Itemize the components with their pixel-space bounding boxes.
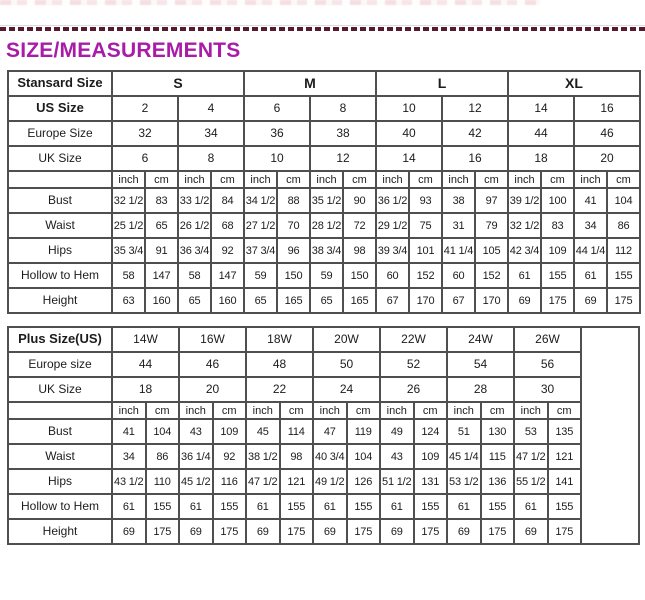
measure-value-cell: 155 — [146, 494, 180, 519]
unit-header-cell: cm — [213, 402, 247, 419]
measure-value-cell: 61 — [508, 263, 541, 288]
measure-value-cell: 155 — [347, 494, 381, 519]
unit-header-cell: inch — [508, 171, 541, 188]
measure-value-cell: 135 — [548, 419, 582, 444]
measure-value-cell: 170 — [409, 288, 442, 313]
measure-value-cell: 36 1/4 — [179, 444, 213, 469]
measure-value-cell: 29 1/2 — [376, 213, 409, 238]
size-value-cell: 8 — [178, 146, 244, 171]
measure-value-cell: 61 — [514, 494, 548, 519]
measure-value-cell: 45 1/2 — [179, 469, 213, 494]
plus-size-table-container — [0, 326, 645, 545]
size-value-cell: 4 — [178, 96, 244, 121]
row-label: Height — [8, 288, 112, 313]
measure-value-cell: 86 — [607, 213, 640, 238]
measure-value-cell: 68 — [211, 213, 244, 238]
measure-value-cell: 47 1/2 — [246, 469, 280, 494]
unit-header-cell: cm — [481, 402, 515, 419]
size-group-header: 14W — [112, 327, 179, 352]
size-value-cell: 16 — [442, 146, 508, 171]
measure-value-cell: 92 — [213, 444, 247, 469]
measure-value-cell: 72 — [343, 213, 376, 238]
measure-value-cell: 165 — [343, 288, 376, 313]
measure-value-cell: 152 — [475, 263, 508, 288]
measure-value-cell: 38 — [442, 188, 475, 213]
unit-header-cell: cm — [541, 171, 574, 188]
size-value-cell: 18 — [112, 377, 179, 402]
measure-value-cell: 175 — [280, 519, 314, 544]
corner-cell: Stansard Size — [8, 71, 112, 96]
size-value-cell: 26 — [380, 377, 447, 402]
measure-value-cell: 119 — [347, 419, 381, 444]
units-row-blank-cell — [8, 402, 112, 419]
measure-value-cell: 155 — [548, 494, 582, 519]
row-label: UK Size — [8, 377, 112, 402]
measure-value-cell: 155 — [414, 494, 448, 519]
measure-value-cell: 160 — [211, 288, 244, 313]
measure-value-cell: 43 — [380, 444, 414, 469]
size-value-cell: 56 — [514, 352, 581, 377]
unit-header-cell: inch — [244, 171, 277, 188]
hairline-divider — [0, 25, 645, 26]
unit-header-cell: cm — [343, 171, 376, 188]
measure-value-cell: 165 — [277, 288, 310, 313]
unit-header-cell: inch — [179, 402, 213, 419]
measure-value-cell: 58 — [178, 263, 211, 288]
measure-value-cell: 155 — [481, 494, 515, 519]
measure-value-cell: 175 — [146, 519, 180, 544]
measure-value-cell: 83 — [145, 188, 178, 213]
measure-value-cell: 38 3/4 — [310, 238, 343, 263]
size-value-cell: 12 — [310, 146, 376, 171]
measure-value-cell: 109 — [541, 238, 574, 263]
measure-value-cell: 136 — [481, 469, 515, 494]
size-value-cell: 44 — [112, 352, 179, 377]
size-value-cell: 22 — [246, 377, 313, 402]
row-label: Waist — [8, 444, 112, 469]
measure-value-cell: 60 — [376, 263, 409, 288]
size-value-cell: 54 — [447, 352, 514, 377]
unit-header-cell: inch — [313, 402, 347, 419]
measure-value-cell: 61 — [313, 494, 347, 519]
row-label: Bust — [8, 419, 112, 444]
measure-value-cell: 98 — [343, 238, 376, 263]
size-value-cell: 10 — [244, 146, 310, 171]
size-group-header: 24W — [447, 327, 514, 352]
measure-value-cell: 69 — [508, 288, 541, 313]
measure-value-cell: 69 — [246, 519, 280, 544]
unit-header-cell: inch — [380, 402, 414, 419]
row-label: US Size — [8, 96, 112, 121]
measure-value-cell: 101 — [409, 238, 442, 263]
measure-value-cell: 27 1/2 — [244, 213, 277, 238]
measure-value-cell: 55 1/2 — [514, 469, 548, 494]
measure-value-cell: 112 — [607, 238, 640, 263]
unit-header-cell: inch — [178, 171, 211, 188]
measure-value-cell: 160 — [145, 288, 178, 313]
measure-value-cell: 37 3/4 — [244, 238, 277, 263]
measure-value-cell: 124 — [414, 419, 448, 444]
unit-header-cell: inch — [447, 402, 481, 419]
measure-value-cell: 32 1/2 — [112, 188, 145, 213]
measure-value-cell: 79 — [475, 213, 508, 238]
measure-value-cell: 35 1/2 — [310, 188, 343, 213]
unit-header-cell: cm — [475, 171, 508, 188]
standard-size-table — [7, 70, 641, 314]
measure-value-cell: 141 — [548, 469, 582, 494]
measure-value-cell: 155 — [213, 494, 247, 519]
measure-value-cell: 110 — [146, 469, 180, 494]
measure-value-cell: 115 — [481, 444, 515, 469]
corner-cell: Plus Size(US) — [8, 327, 112, 352]
measure-value-cell: 150 — [343, 263, 376, 288]
measure-value-cell: 45 — [246, 419, 280, 444]
measure-value-cell: 175 — [213, 519, 247, 544]
size-value-cell: 24 — [313, 377, 380, 402]
measure-value-cell: 36 3/4 — [178, 238, 211, 263]
measure-value-cell: 147 — [211, 263, 244, 288]
size-value-cell: 52 — [380, 352, 447, 377]
unit-header-cell: cm — [409, 171, 442, 188]
measure-value-cell: 69 — [313, 519, 347, 544]
measure-value-cell: 25 1/2 — [112, 213, 145, 238]
unit-header-cell: inch — [574, 171, 607, 188]
row-label: Bust — [8, 188, 112, 213]
measure-value-cell: 38 1/2 — [246, 444, 280, 469]
size-value-cell: 46 — [574, 121, 640, 146]
measure-value-cell: 175 — [548, 519, 582, 544]
clipped-red-text-remnant — [0, 0, 540, 5]
size-value-cell: 20 — [179, 377, 246, 402]
size-value-cell: 38 — [310, 121, 376, 146]
size-value-cell: 18 — [508, 146, 574, 171]
measure-value-cell: 93 — [409, 188, 442, 213]
measure-value-cell: 43 — [179, 419, 213, 444]
unit-header-cell: cm — [347, 402, 381, 419]
size-group-header: XL — [508, 71, 640, 96]
measure-value-cell: 155 — [607, 263, 640, 288]
measure-value-cell: 40 3/4 — [313, 444, 347, 469]
unit-header-cell: cm — [145, 171, 178, 188]
measure-value-cell: 98 — [280, 444, 314, 469]
measure-value-cell: 155 — [280, 494, 314, 519]
measure-value-cell: 32 1/2 — [508, 213, 541, 238]
measure-value-cell: 67 — [376, 288, 409, 313]
measure-value-cell: 88 — [277, 188, 310, 213]
measure-value-cell: 45 1/4 — [447, 444, 481, 469]
measure-value-cell: 104 — [347, 444, 381, 469]
measure-value-cell: 43 1/2 — [112, 469, 146, 494]
measure-value-cell: 86 — [146, 444, 180, 469]
measure-value-cell: 175 — [541, 288, 574, 313]
measure-value-cell: 91 — [145, 238, 178, 263]
measure-value-cell: 65 — [310, 288, 343, 313]
size-group-header: 22W — [380, 327, 447, 352]
unit-header-cell: cm — [211, 171, 244, 188]
standard-size-table-container — [0, 70, 645, 314]
measure-value-cell: 170 — [475, 288, 508, 313]
size-value-cell: 8 — [310, 96, 376, 121]
measure-value-cell: 96 — [277, 238, 310, 263]
unit-header-cell: inch — [376, 171, 409, 188]
measure-value-cell: 97 — [475, 188, 508, 213]
size-value-cell: 6 — [244, 96, 310, 121]
measure-value-cell: 35 3/4 — [112, 238, 145, 263]
row-label: UK Size — [8, 146, 112, 171]
measure-value-cell: 104 — [146, 419, 180, 444]
unit-header-cell: inch — [112, 402, 146, 419]
page-title: SIZE/MEASUREMENTS — [6, 39, 241, 62]
row-label: Hollow to Hem — [8, 263, 112, 288]
measure-value-cell: 70 — [277, 213, 310, 238]
unit-header-cell: inch — [246, 402, 280, 419]
measure-value-cell: 65 — [244, 288, 277, 313]
measure-value-cell: 109 — [414, 444, 448, 469]
row-label: Waist — [8, 213, 112, 238]
measure-value-cell: 39 1/2 — [508, 188, 541, 213]
size-value-cell: 50 — [313, 352, 380, 377]
measure-value-cell: 47 1/2 — [514, 444, 548, 469]
measure-value-cell: 105 — [475, 238, 508, 263]
measure-value-cell: 53 1/2 — [447, 469, 481, 494]
size-value-cell: 28 — [447, 377, 514, 402]
size-value-cell: 36 — [244, 121, 310, 146]
unit-header-cell: cm — [277, 171, 310, 188]
measure-value-cell: 59 — [244, 263, 277, 288]
size-group-header: 20W — [313, 327, 380, 352]
measure-value-cell: 83 — [541, 213, 574, 238]
row-label: Hips — [8, 469, 112, 494]
row-label: Hips — [8, 238, 112, 263]
measure-value-cell: 126 — [347, 469, 381, 494]
measure-value-cell: 41 — [112, 419, 146, 444]
measure-value-cell: 69 — [514, 519, 548, 544]
size-group-header: 16W — [179, 327, 246, 352]
measure-value-cell: 61 — [447, 494, 481, 519]
measure-value-cell: 34 — [574, 213, 607, 238]
unit-header-cell: cm — [414, 402, 448, 419]
measure-value-cell: 59 — [310, 263, 343, 288]
row-label: Hollow to Hem — [8, 494, 112, 519]
measure-value-cell: 65 — [178, 288, 211, 313]
measure-value-cell: 150 — [277, 263, 310, 288]
measure-value-cell: 61 — [112, 494, 146, 519]
measure-value-cell: 69 — [447, 519, 481, 544]
size-value-cell: 20 — [574, 146, 640, 171]
row-label: Europe Size — [8, 121, 112, 146]
measure-value-cell: 58 — [112, 263, 145, 288]
measure-value-cell: 61 — [574, 263, 607, 288]
unit-header-cell: cm — [280, 402, 314, 419]
size-group-header: 18W — [246, 327, 313, 352]
unit-header-cell: inch — [310, 171, 343, 188]
size-value-cell: 14 — [508, 96, 574, 121]
size-value-cell: 32 — [112, 121, 178, 146]
measure-value-cell: 61 — [380, 494, 414, 519]
unit-header-cell: inch — [442, 171, 475, 188]
measure-value-cell: 63 — [112, 288, 145, 313]
size-value-cell: 44 — [508, 121, 574, 146]
measure-value-cell: 175 — [607, 288, 640, 313]
measure-value-cell: 175 — [414, 519, 448, 544]
measure-value-cell: 175 — [347, 519, 381, 544]
size-value-cell: 16 — [574, 96, 640, 121]
measure-value-cell: 44 1/4 — [574, 238, 607, 263]
size-group-header: 26W — [514, 327, 581, 352]
measure-value-cell: 147 — [145, 263, 178, 288]
size-value-cell: 40 — [376, 121, 442, 146]
measure-value-cell: 34 1/2 — [244, 188, 277, 213]
measure-value-cell: 69 — [380, 519, 414, 544]
measure-value-cell: 69 — [574, 288, 607, 313]
measure-value-cell: 104 — [607, 188, 640, 213]
measure-value-cell: 92 — [211, 238, 244, 263]
measure-value-cell: 34 — [112, 444, 146, 469]
measure-value-cell: 26 1/2 — [178, 213, 211, 238]
size-value-cell: 2 — [112, 96, 178, 121]
unit-header-cell: cm — [548, 402, 582, 419]
size-value-cell: 34 — [178, 121, 244, 146]
measure-value-cell: 116 — [213, 469, 247, 494]
measure-value-cell: 61 — [246, 494, 280, 519]
size-value-cell: 14 — [376, 146, 442, 171]
measure-value-cell: 31 — [442, 213, 475, 238]
measure-value-cell: 49 — [380, 419, 414, 444]
measure-value-cell: 42 3/4 — [508, 238, 541, 263]
size-group-header: L — [376, 71, 508, 96]
measure-value-cell: 130 — [481, 419, 515, 444]
size-value-cell: 30 — [514, 377, 581, 402]
measure-value-cell: 49 1/2 — [313, 469, 347, 494]
row-label: Europe size — [8, 352, 112, 377]
unit-header-cell: cm — [146, 402, 180, 419]
units-row-blank-cell — [8, 171, 112, 188]
row-label: Height — [8, 519, 112, 544]
size-group-header: M — [244, 71, 376, 96]
dashed-divider — [0, 27, 645, 31]
measure-value-cell: 121 — [548, 444, 582, 469]
measure-value-cell: 47 — [313, 419, 347, 444]
measure-value-cell: 60 — [442, 263, 475, 288]
measure-value-cell: 84 — [211, 188, 244, 213]
measure-value-cell: 51 — [447, 419, 481, 444]
measure-value-cell: 65 — [145, 213, 178, 238]
size-value-cell: 6 — [112, 146, 178, 171]
measure-value-cell: 41 1/4 — [442, 238, 475, 263]
measure-value-cell: 61 — [179, 494, 213, 519]
measure-value-cell: 41 — [574, 188, 607, 213]
measure-value-cell: 114 — [280, 419, 314, 444]
measure-value-cell: 121 — [280, 469, 314, 494]
measure-value-cell: 67 — [442, 288, 475, 313]
unit-header-cell: inch — [112, 171, 145, 188]
measure-value-cell: 100 — [541, 188, 574, 213]
measure-value-cell: 109 — [213, 419, 247, 444]
size-value-cell: 12 — [442, 96, 508, 121]
measure-value-cell: 155 — [541, 263, 574, 288]
plus-size-table — [7, 326, 640, 545]
measure-value-cell: 33 1/2 — [178, 188, 211, 213]
measure-value-cell: 69 — [179, 519, 213, 544]
measure-value-cell: 53 — [514, 419, 548, 444]
measure-value-cell: 152 — [409, 263, 442, 288]
measure-value-cell: 69 — [112, 519, 146, 544]
measure-value-cell: 90 — [343, 188, 376, 213]
measure-value-cell: 39 3/4 — [376, 238, 409, 263]
measure-value-cell: 51 1/2 — [380, 469, 414, 494]
size-value-cell: 46 — [179, 352, 246, 377]
measure-value-cell: 175 — [481, 519, 515, 544]
measure-value-cell: 28 1/2 — [310, 213, 343, 238]
unit-header-cell: inch — [514, 402, 548, 419]
unit-header-cell: cm — [607, 171, 640, 188]
size-value-cell: 48 — [246, 352, 313, 377]
measure-value-cell: 36 1/2 — [376, 188, 409, 213]
size-group-header: S — [112, 71, 244, 96]
measure-value-cell: 131 — [414, 469, 448, 494]
empty-column — [581, 327, 639, 544]
size-value-cell: 42 — [442, 121, 508, 146]
size-value-cell: 10 — [376, 96, 442, 121]
measure-value-cell: 75 — [409, 213, 442, 238]
